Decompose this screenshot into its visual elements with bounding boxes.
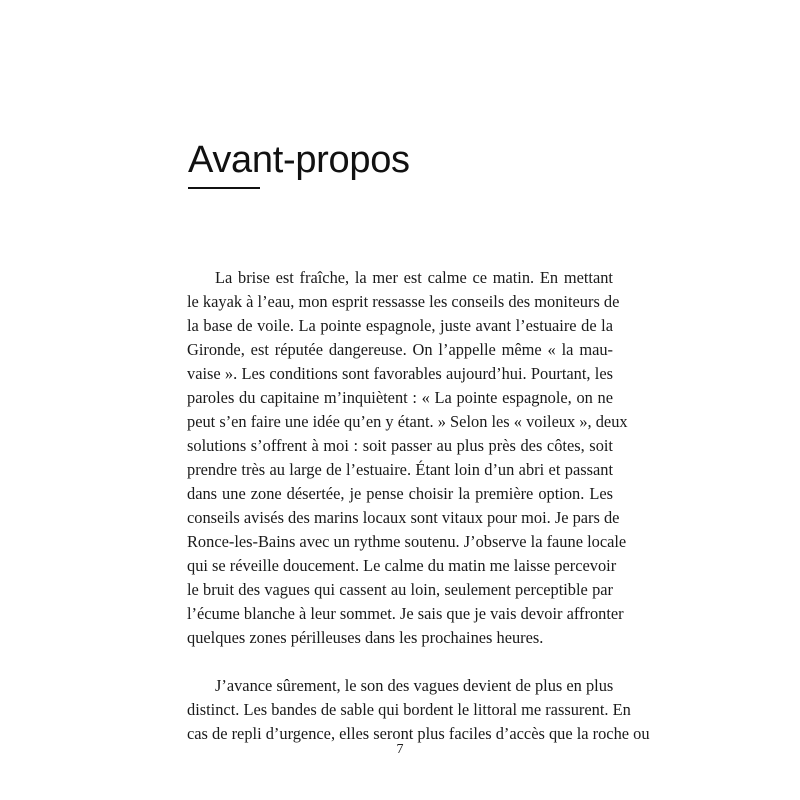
title-underline-rule — [188, 187, 260, 189]
text-line: Ronce-les-Bains avec un rythme soutenu. J’observe la faune locale — [187, 532, 627, 551]
text-line: La brise est fraîche, la mer est calme ce matin. En mettant — [215, 268, 613, 287]
text-line: solutions s’offrent à moi : soit passer au plus près des côtes, soit — [187, 436, 613, 455]
text-line: cas de repli d’urgence, elles seront plus faciles d’accès que la roche ou — [187, 724, 650, 743]
text-line: le kayak à l’eau, mon esprit ressasse les conseils des moniteurs de — [187, 292, 620, 311]
text-line: l’écume blanche à leur sommet. Je sais que je vais devoir affronter — [187, 604, 624, 623]
chapter-title: Avant-propos — [188, 139, 410, 181]
page-number: 7 — [396, 742, 404, 757]
text-line: vaise ». Les conditions sont favorables aujourd’hui. Pourtant, les — [187, 364, 613, 383]
text-line: J’avance sûrement, le son des vagues devient de plus en plus — [215, 676, 614, 695]
paragraph-1 — [187, 266, 628, 650]
text-line: le bruit des vagues qui cassent au loin, seulement perceptible par — [187, 580, 613, 599]
text-line: paroles du capitaine m’inquiètent : « La pointe espagnole, on ne — [187, 388, 613, 407]
text-line: prendre très au large de l’estuaire. Étant loin d’un abri et passant — [187, 460, 613, 479]
text-line: dans une zone désertée, je pense choisir la première option. Les — [187, 484, 613, 503]
text-line: la base de voile. La pointe espagnole, juste avant l’estuaire de la — [187, 316, 613, 335]
text-line: Gironde, est réputée dangereuse. On l’appelle même « la mau- — [187, 340, 613, 359]
text-line: conseils avisés des marins locaux sont vitaux pour moi. Je pars de — [187, 508, 620, 527]
text-line: distinct. Les bandes de sable qui bordent le littoral me rassurent. En — [187, 700, 631, 719]
body-text — [187, 266, 650, 746]
text-line: peut s’en faire une idée qu’en y étant. » Selon les « voileux », deux — [187, 412, 628, 431]
paragraph-2 — [187, 674, 650, 746]
text-line: qui se réveille doucement. Le calme du matin me laisse percevoir — [187, 556, 617, 575]
text-line: quelques zones périlleuses dans les prochaines heures. — [187, 628, 544, 647]
